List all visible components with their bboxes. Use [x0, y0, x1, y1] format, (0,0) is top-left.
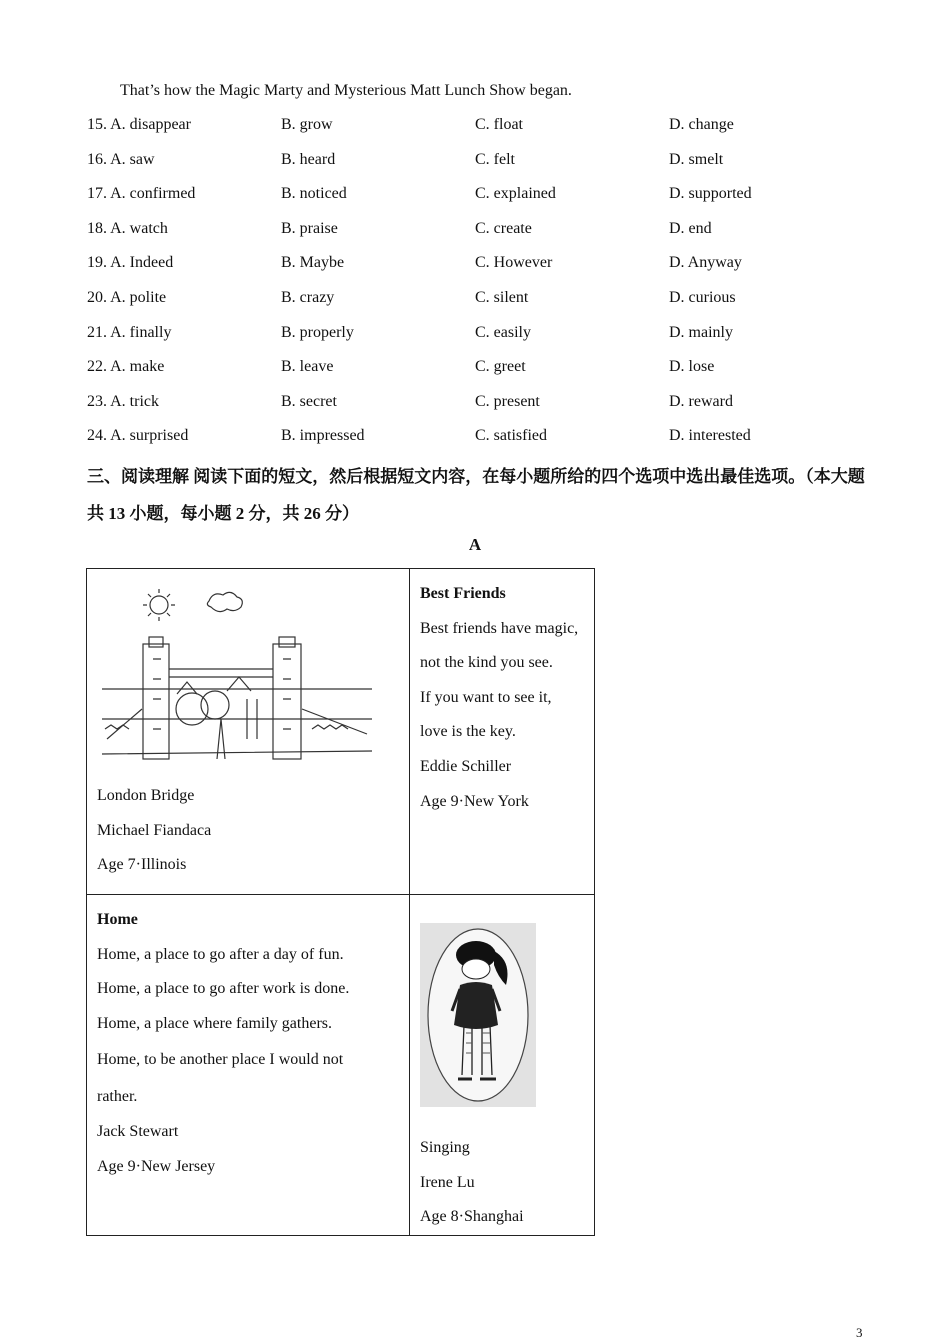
poem-line: rather. — [97, 1088, 138, 1106]
question-row — [87, 252, 887, 287]
option-a: 20. A. polite — [87, 288, 167, 306]
option-a: 17. A. confirmed — [87, 185, 196, 203]
section-letter: A — [468, 535, 482, 554]
option-d: D. change — [669, 116, 734, 133]
best-friends-info: Age 9·New York — [420, 792, 529, 810]
option-d: D. end — [669, 219, 712, 237]
best-friends-author: Eddie Schiller — [420, 757, 512, 775]
question-row — [87, 218, 887, 253]
bridge-cell — [87, 569, 410, 895]
option-c: C. explained — [475, 185, 556, 203]
option-b: B. praise — [281, 219, 338, 237]
option-a: 15. A. disappear — [87, 116, 191, 133]
option-d: D. curious — [669, 288, 736, 306]
option-b: B. leave — [281, 358, 334, 376]
option-d: D. supported — [669, 185, 752, 203]
option-a: 22. A. make — [87, 358, 165, 376]
question-row — [87, 149, 887, 184]
poem-line: not the kind you see. — [420, 654, 553, 672]
option-d: D. lose — [669, 358, 715, 376]
question-row — [87, 356, 887, 391]
poem-line: Best friends have magic, — [420, 619, 579, 637]
question-row — [87, 114, 887, 149]
question-row — [87, 287, 887, 322]
question-row — [87, 391, 887, 426]
poem-line: Home, to be another place I would not — [97, 1051, 344, 1069]
reading-table — [86, 568, 595, 1236]
singing-author: Irene Lu — [420, 1173, 475, 1191]
bridge-info: Age 7·Illinois — [97, 856, 187, 874]
option-d: D. reward — [669, 392, 733, 410]
option-a: 24. A. surprised — [87, 427, 189, 445]
option-d: D. interested — [669, 427, 751, 445]
bridge-author: Michael Fiandaca — [97, 821, 212, 839]
section-heading: 三、阅读理解 阅读下面的短文，然后根据短文内容，在每小题所给的四个选项中选出最佳选项。（本大题共 13 小题，每小题 2 分，共 26 分） — [87, 467, 865, 523]
option-c: C. satisfied — [475, 427, 547, 445]
option-c: C. float — [475, 116, 523, 133]
poem-line: If you want to see it, — [420, 688, 552, 706]
option-a: 16. A. saw — [87, 150, 155, 168]
option-d: D. Anyway — [669, 254, 742, 272]
option-d: D. smelt — [669, 150, 724, 168]
question-row — [87, 322, 887, 357]
question-row — [87, 425, 887, 460]
singing-info: Age 8·Shanghai — [420, 1208, 524, 1226]
option-a: 23. A. trick — [87, 392, 159, 410]
poem-line: love is the key. — [420, 723, 516, 741]
girl-drawing — [420, 923, 536, 1107]
option-c: C. easily — [475, 323, 531, 341]
home-title: Home — [97, 911, 138, 928]
option-b: B. heard — [281, 150, 336, 168]
poem-line: Home, a place where family gathers. — [97, 1014, 333, 1032]
home-cell — [87, 895, 410, 1236]
option-b: B. Maybe — [281, 254, 345, 272]
poem-line: Home, a place to go after work is done. — [97, 980, 350, 998]
intro-line: That’s how the Magic Marty and Mysterious Matt Lunch Show began. — [120, 82, 572, 99]
home-info: Age 9·New Jersey — [97, 1157, 216, 1175]
options-list — [87, 114, 887, 460]
singing-title: Singing — [420, 1139, 470, 1156]
option-c: C. felt — [475, 150, 515, 168]
option-b: B. noticed — [281, 185, 347, 203]
option-b: B. properly — [281, 323, 354, 341]
option-b: B. secret — [281, 392, 337, 410]
singing-cell — [410, 895, 595, 1236]
option-b: B. crazy — [281, 288, 335, 306]
question-row — [87, 183, 887, 218]
option-c: C. create — [475, 219, 532, 237]
option-b: B. grow — [281, 116, 333, 133]
option-c: C. However — [475, 254, 553, 272]
option-a: 19. A. Indeed — [87, 254, 174, 272]
option-c: C. greet — [475, 358, 526, 376]
poem-line: Home, a place to go after a day of fun. — [97, 945, 344, 963]
option-c: C. silent — [475, 288, 529, 306]
option-a: 18. A. watch — [87, 219, 168, 237]
london-bridge-drawing — [97, 579, 377, 774]
bridge-title: London Bridge — [97, 787, 195, 804]
best-friends-cell — [410, 569, 595, 895]
home-author: Jack Stewart — [97, 1123, 179, 1141]
page-number: 3 — [856, 1325, 863, 1340]
option-c: C. present — [475, 392, 540, 410]
option-b: B. impressed — [281, 427, 365, 445]
option-d: D. mainly — [669, 323, 733, 341]
best-friends-title: Best Friends — [420, 585, 506, 602]
option-a: 21. A. finally — [87, 323, 172, 341]
